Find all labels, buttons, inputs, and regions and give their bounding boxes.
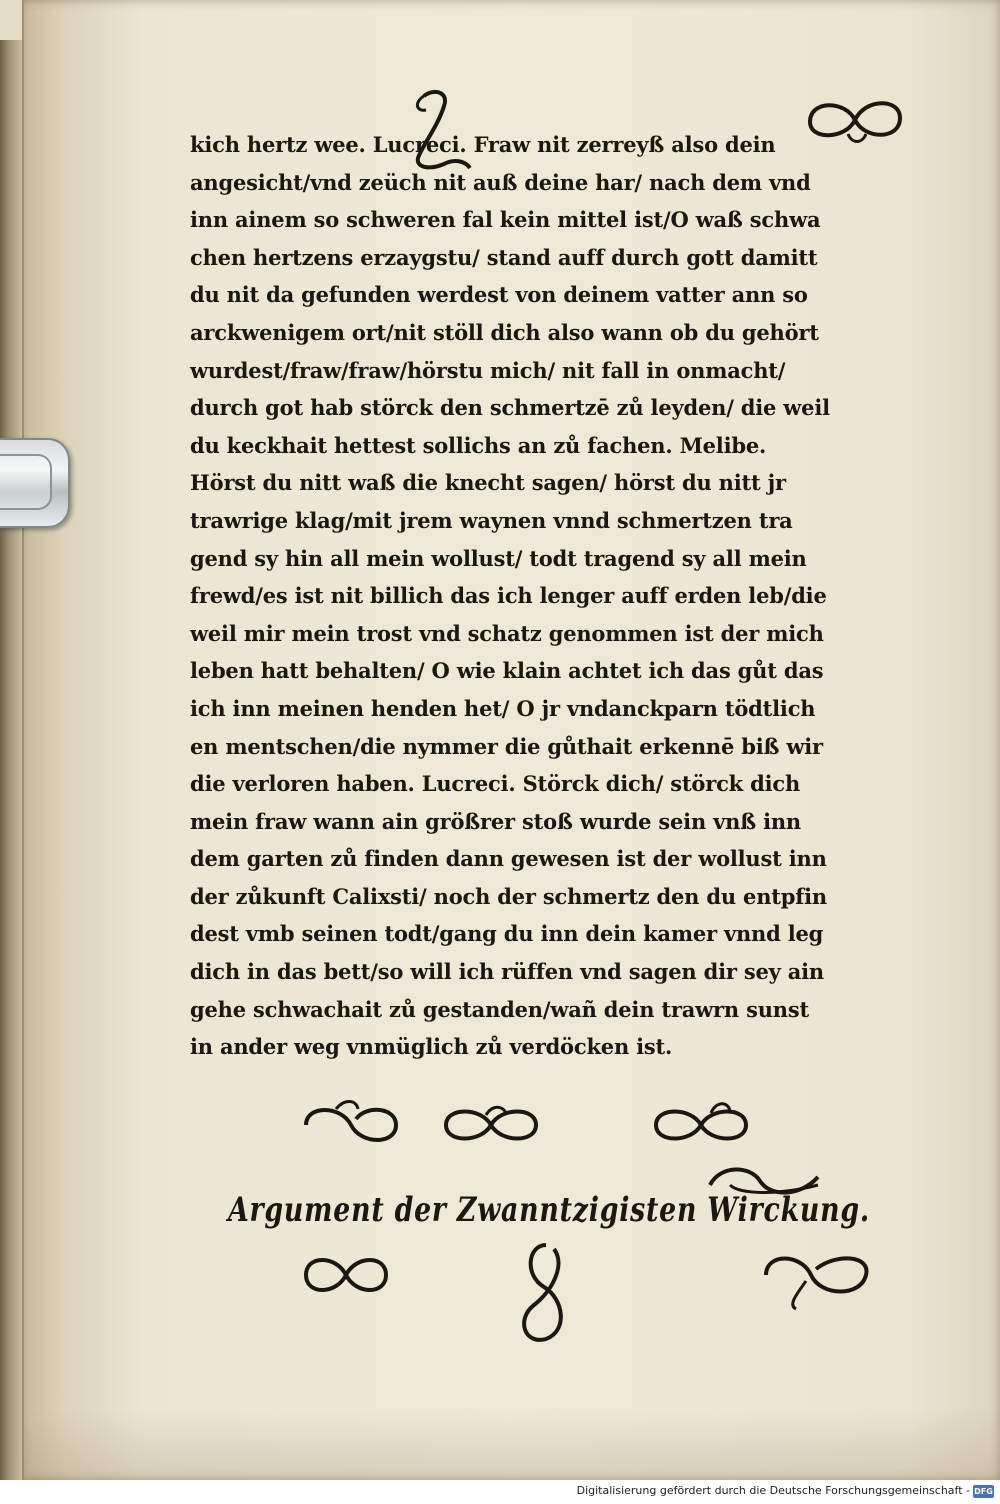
ornament-flourish-icon — [296, 1095, 776, 1155]
footer-bar — [0, 1480, 1000, 1504]
text-line: mein fraw wann ain größrer stoß wurde sein vnß inn — [190, 808, 801, 834]
funding-note: Digitalisierung gefördert durch die Deutsche Forschungsgemeinschaft - — [576, 1484, 970, 1497]
text-line: leben hatt behalten/ O wie klain achtet ich das gůt das — [190, 658, 824, 684]
text-line: der zůkunft Calixsti/ noch der schmertz den du entpfin — [190, 883, 827, 909]
text-line: dest vmb seinen todt/gang du inn dein kamer vnnd leg — [190, 921, 824, 947]
text-line: weil mir mein trost vnd schatz genommen ist der mich — [190, 620, 824, 646]
ornament-flourish-icon — [296, 1235, 896, 1355]
text-line: dich in das bett/so will ich rüffen vnd sagen dir sey ain — [190, 959, 824, 985]
text-line: inn ainem so schweren fal kein mittel ist/O waß schwa — [190, 207, 821, 233]
text-line: trawrige klag/mit jrem waynen vnnd schmertzen tra — [190, 507, 793, 533]
text-line: frewd/es ist nit billich das ich lenger auff erden leb/die — [190, 583, 827, 609]
text-line: durch got hab störck den schmertzē zů leyden/ die weil — [190, 395, 830, 421]
text-line: in ander weg vnmüglich zů verdöcken ist. — [190, 1034, 673, 1060]
text-line: Hörst du nitt waß die knecht sagen/ hörst du nitt jr — [190, 470, 786, 496]
text-line: die verloren haben. Lucreci. Störck dich/ störck dich — [190, 771, 801, 797]
page-clip-inner — [0, 454, 52, 510]
text-line: ich inn meinen henden het/ O jr vndanckparn tödtlich — [190, 695, 816, 721]
text-line: arckwenigem ort/nit stöll dich also wann ob du gehört — [190, 319, 819, 345]
text-line: gend sy hin all mein wollust/ todt tragend sy all mein — [190, 545, 807, 571]
dfg-logo-icon: DFG — [974, 1487, 993, 1496]
text-line: wurdest/fraw/fraw/hörstu mich/ nit fall in onmacht/ — [190, 357, 786, 383]
section-heading: Argument der Zwanntzigisten Wirckung. — [228, 1190, 870, 1230]
page-bottom-shadow — [22, 1410, 1000, 1480]
text-line: angesicht/vnd zeüch nit auß deine har/ nach dem vnd — [190, 169, 811, 195]
body-text — [190, 126, 930, 1066]
text-line: du nit da gefunden werdest von deinem vatter ann so — [190, 282, 808, 308]
text-line: kich hertz wee. Lucreci. Fraw nit zerreyß also dein — [190, 132, 776, 157]
text-line: du keckhait hettest sollichs an zů fachen. Melibe. — [190, 432, 767, 458]
text-line: en mentschen/die nymmer die gůthait erkennē biß wir — [190, 733, 823, 759]
text-line: dem garten zů finden dann gewesen ist der wollust inn — [190, 846, 827, 872]
text-line: chen hertzens erzaygstu/ stand auff durch gott damitt — [190, 244, 818, 270]
text-line: gehe schwachait zů gestanden/wañ dein trawrn sunst — [190, 996, 809, 1022]
